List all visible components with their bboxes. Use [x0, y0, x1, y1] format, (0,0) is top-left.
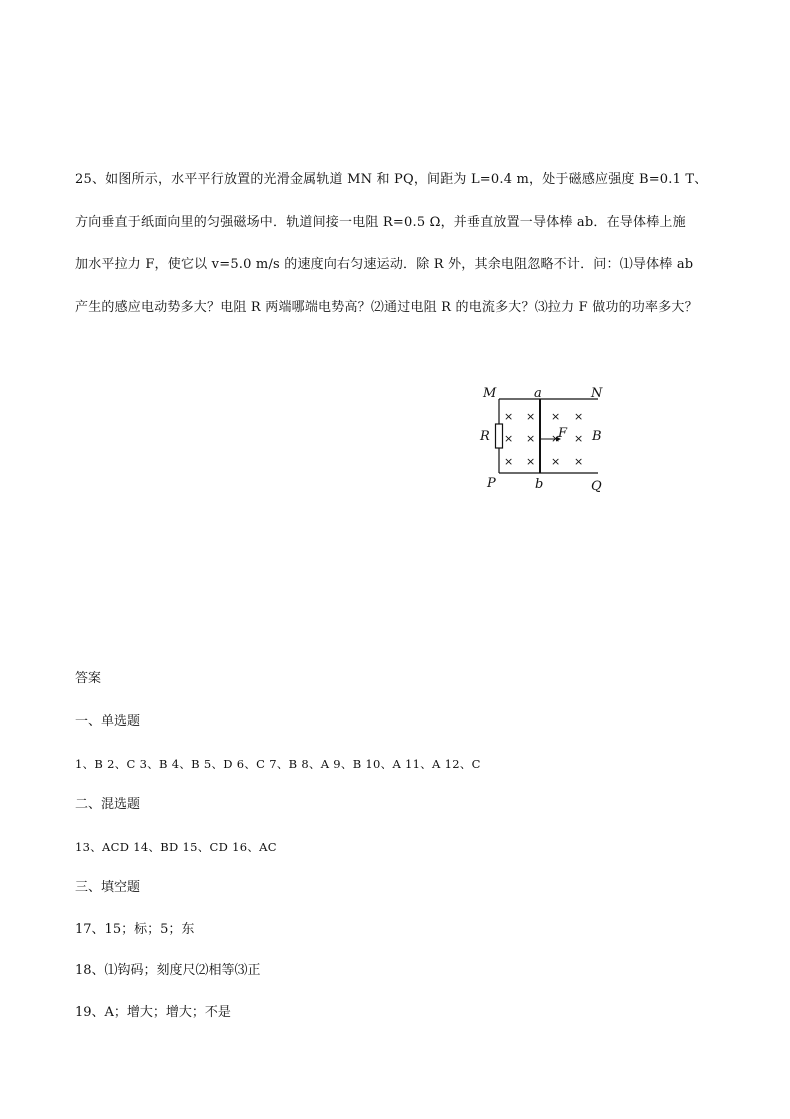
- field-cross: ×: [504, 455, 514, 468]
- section-content-single-choice: 1、B 2、C 3、B 4、B 5、D 6、C 7、B 8、A 9、B 10、A 11、A 12、C: [75, 757, 481, 771]
- field-cross: ×: [504, 432, 514, 445]
- resistor-symbol: [496, 424, 503, 448]
- section-content-fill-blank: 17、15；标；5；东: [75, 922, 195, 937]
- problem-line-2: 方向垂直于纸面向里的匀强磁场中．轨道间接一电阻 R=0.5 Ω，并垂直放置一导体棒 ab．在导体棒上施: [75, 215, 686, 230]
- section-content-mixed-choice: 13、ACD 14、BD 15、CD 16、AC: [75, 840, 277, 854]
- problem-line-3: 加水平拉力 F，使它以 v=5.0 m/s 的速度向右匀速运动．除 R 外，其余电阻忽略不计．问：⑴导体棒 ab: [75, 257, 694, 272]
- field-cross: ×: [574, 410, 584, 423]
- label-m: M: [483, 386, 497, 401]
- label-p: P: [487, 476, 496, 491]
- section-title-mixed-choice: 二、混选题: [75, 797, 141, 812]
- label-b-field: B: [592, 429, 602, 444]
- answer-line-19: 19、A；增大；增大；不是: [75, 1005, 231, 1020]
- field-cross: ×: [526, 410, 536, 423]
- field-cross: ×: [551, 410, 561, 423]
- field-cross: ×: [551, 455, 561, 468]
- field-cross: ×: [504, 410, 514, 423]
- section-title-single-choice: 一、单选题: [75, 714, 141, 729]
- label-b: b: [535, 477, 544, 492]
- label-n: N: [591, 386, 603, 401]
- field-cross: ×: [526, 455, 536, 468]
- circuit-diagram: [470, 382, 620, 500]
- field-cross: ×: [574, 432, 584, 445]
- label-a: a: [534, 386, 542, 401]
- label-f: F: [558, 426, 568, 441]
- problem-line-4: 产生的感应电动势多大？电阻 R 两端哪端电势高？⑵通过电阻 R 的电流多大？⑶拉力 F 做功的功率多大？: [75, 300, 698, 315]
- field-cross: ×: [551, 432, 561, 445]
- problem-line-1: 25、如图所示，水平平行放置的光滑金属轨道 MN 和 PQ，间距为 L=0.4 m，处于磁感应强度 B=0.1 T、: [75, 172, 708, 187]
- field-cross: ×: [526, 432, 536, 445]
- answers-heading: 答案: [75, 671, 102, 686]
- field-cross: ×: [574, 455, 584, 468]
- section-title-fill-blank: 三、填空题: [75, 880, 141, 895]
- answer-line-18: 18、⑴钩码；刻度尺⑵相等⑶正: [75, 963, 261, 978]
- label-r: R: [480, 429, 490, 444]
- label-q: Q: [591, 479, 602, 494]
